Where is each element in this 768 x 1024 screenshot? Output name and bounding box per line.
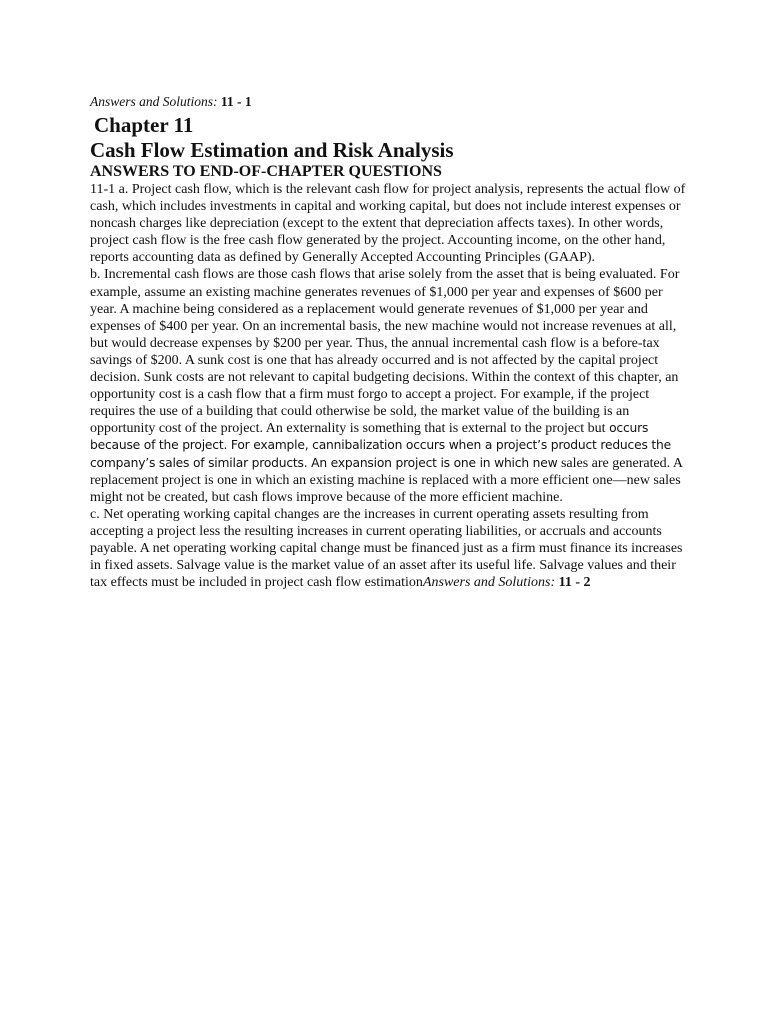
paragraph-b-text-1: b. Incremental cash flows are those cash flows that arise solely from the asset that is being evaluated. For example, assume an existing machine generates revenues of $1,000 per year and expenses of $600 per year. A machine being considered as a replacement would generate revenues of $1,000 per year and expenses of $400 per year. On an incremental basis, the new machine would not increase revenues at all, but would decrease expenses by $200 per year. Thus, the annual incremental cash flow is a before-tax savings of $200. A sunk cost is one that has already occurred and is not affected by the capital project decision. Sunk costs are not relevant to capital budgeting decisions. Within the context of this chapter, an opportunity cost is a cash flow that a firm must forgo to accept a project. For example, if the project requires the use of a building that could otherwise be sold, the market value of the building is an opportunity cost of the project. An externality is something that is external to the project but (90, 267, 680, 437)
paragraph-11-1-c (90, 506, 690, 591)
paragraph-c-text: c. Net operating working capital changes are the increases in current operating assets resulting from accepting a project less the resulting increases in current operating liabilities, or accruals and accounts payable. A net operating working capital change must be financed just as a firm must finance its increases in fixed assets. Salvage value is the market value of an asset after its useful life. Salvage values and their tax effects must be included in project cash flow estimation (90, 506, 683, 591)
running-header-label: Answers and Solutions: (90, 94, 218, 109)
document-page (90, 94, 690, 591)
paragraph-b-text-3: sales are generated. A replacement project is one in which an existing machine is replaced with a more efficient one—new sales might not be created, but cash flows improve because of the more efficient machine. (90, 455, 683, 505)
inline-footer-label: Answers and Solutions: (422, 575, 556, 591)
chapter-number: Chapter 11 (94, 113, 194, 137)
paragraph-b-text-2: occurs because of the project. For example, cannibalization occurs when a project’s product reduces the company’s sales of similar products. An expansion project is one in which new (90, 421, 671, 470)
inline-footer-page-number: 11 - 2 (558, 575, 591, 591)
running-header (90, 94, 690, 110)
paragraph-11-1-a: 11-1 a. Project cash flow, which is the relevant cash flow for project analysis, represents the actual flow of cash, which includes investments in capital and working capital, but does not include interest expenses or noncash charges like depreciation (except to the extent that depreciation affects taxes). In other words, project cash flow is the free cash flow generated by the project. Accounting income, on the other hand, reports accounting data as defined by Generally Accepted Accounting Principles (GAAP). (90, 182, 686, 266)
running-header-page-number: 11 - 1 (220, 94, 252, 109)
chapter-title: Cash Flow Estimation and Risk Analysis (90, 138, 454, 162)
paragraph-11-1-b (90, 266, 690, 505)
section-heading: ANSWERS TO END-OF-CHAPTER QUESTIONS (90, 163, 442, 180)
